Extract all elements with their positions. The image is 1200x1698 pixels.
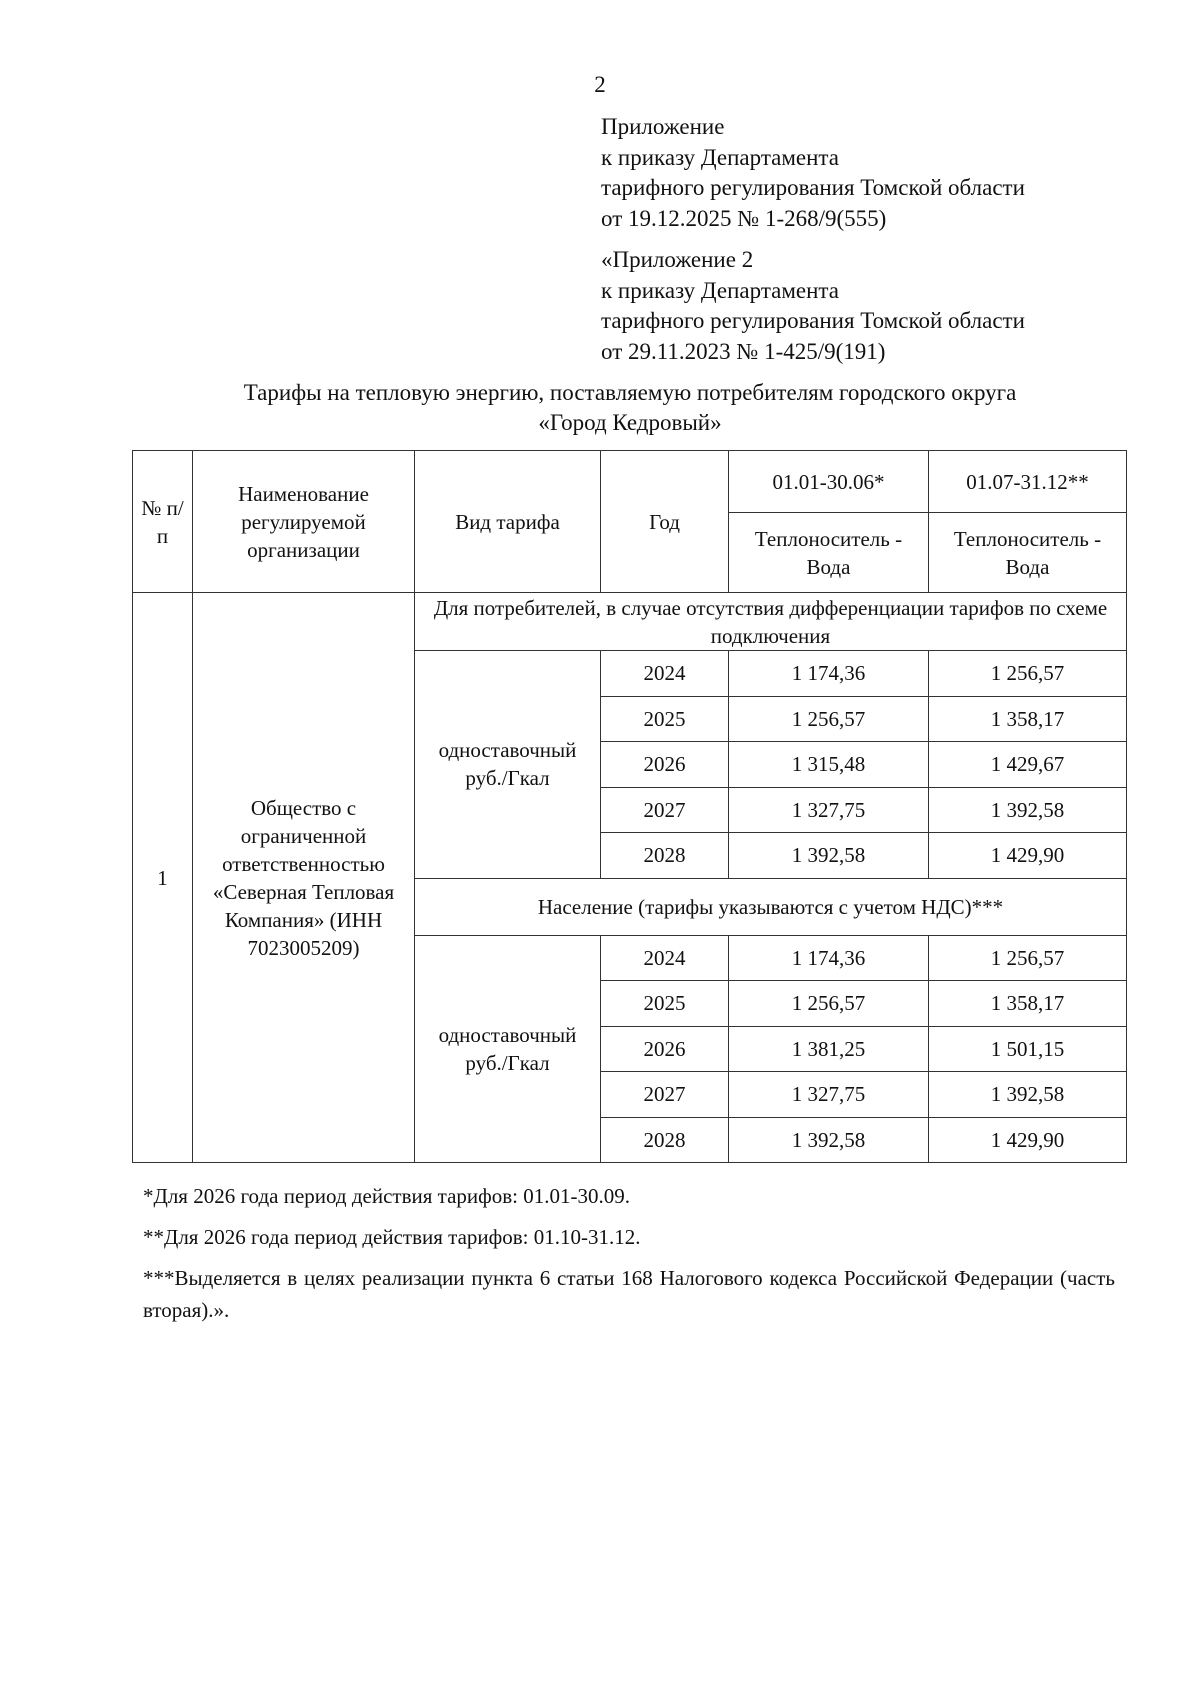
tariff-value-period-2: 1 358,17 [929, 696, 1127, 742]
year-cell: 2024 [601, 651, 729, 697]
appendix-title: «Приложение 2 [601, 247, 754, 272]
tariff-value-period-2: 1 501,15 [929, 1026, 1127, 1072]
tariff-value-period-2: 1 429,67 [929, 742, 1127, 788]
title-line: «Город Кедровый» [538, 410, 722, 435]
tariff-value-period-2: 1 256,57 [929, 651, 1127, 697]
tariff-value-period-2: 1 358,17 [929, 981, 1127, 1027]
group-caption: Население (тарифы указываются с учетом НДС)*** [415, 878, 1127, 935]
header-organization: Наименование регулируемой организации [193, 451, 415, 593]
tariff-value-period-1: 1 256,57 [729, 696, 929, 742]
tariff-value-period-1: 1 392,58 [729, 1117, 929, 1163]
year-cell: 2027 [601, 787, 729, 833]
document-title [130, 378, 1130, 438]
year-cell: 2026 [601, 1026, 729, 1072]
tariff-value-period-2: 1 429,90 [929, 833, 1127, 879]
tariff-value-period-1: 1 392,58 [729, 833, 929, 879]
footnote: *Для 2026 года период действия тарифов: 01.01-30.09. [143, 1184, 630, 1208]
group-caption: Для потребителей, в случае отсутствия дифференциации тарифов по схеме подключения [415, 593, 1127, 651]
appendix-title: Приложение [601, 114, 725, 139]
table-header-row [133, 451, 1127, 513]
header-tariff-type: Вид тарифа [415, 451, 601, 593]
header-carrier-2: Теплоноситель - Вода [929, 513, 1127, 593]
appendix-department: тарифного регулирования Томской области [601, 175, 1025, 200]
year-cell: 2026 [601, 742, 729, 788]
header-carrier-1: Теплоноситель - Вода [729, 513, 929, 593]
year-cell: 2024 [601, 935, 729, 981]
tariff-table [132, 450, 1127, 1163]
tariff-value-period-2: 1 256,57 [929, 935, 1127, 981]
year-cell: 2027 [601, 1072, 729, 1118]
title-line: Тарифы на тепловую энергию, поставляемую потребителям городского округа [243, 380, 1017, 405]
appendix-header-original [601, 245, 1025, 367]
organization-name: Общество с ограниченной ответственностью «Северная Тепловая Компания» (ИНН 7023005209) [193, 593, 415, 1163]
tariff-value-period-2: 1 429,90 [929, 1117, 1127, 1163]
page-number: 2 [594, 72, 606, 97]
tariff-value-period-1: 1 256,57 [729, 981, 929, 1027]
appendix-order-date: от 19.12.2025 № 1-268/9(555) [601, 205, 887, 231]
appendix-order-ref: к приказу Департамента [601, 144, 839, 170]
year-cell: 2025 [601, 696, 729, 742]
tariff-value-period-1: 1 327,75 [729, 1072, 929, 1118]
tariff-value-period-1: 1 327,75 [729, 787, 929, 833]
header-num: № п/п [133, 451, 193, 593]
appendix-department: тарифного регулирования Томской области [601, 308, 1025, 333]
row-number: 1 [133, 593, 193, 1163]
tariff-value-period-1: 1 174,36 [729, 651, 929, 697]
footnotes [143, 1180, 1115, 1335]
table-group-caption-row [133, 593, 1127, 651]
header-year: Год [601, 451, 729, 593]
header-period-2: 01.07-31.12** [929, 451, 1127, 513]
header-period-1: 01.01-30.06* [729, 451, 929, 513]
appendix-order-date: от 29.11.2023 № 1-425/9(191) [601, 338, 886, 364]
year-cell: 2025 [601, 981, 729, 1027]
tariff-value-period-2: 1 392,58 [929, 1072, 1127, 1118]
appendix-header-current [601, 112, 1025, 234]
year-cell: 2028 [601, 1117, 729, 1163]
tariff-value-period-1: 1 381,25 [729, 1026, 929, 1072]
tariff-value-period-2: 1 392,58 [929, 787, 1127, 833]
tariff-value-period-1: 1 174,36 [729, 935, 929, 981]
tariff-type: одноставочный руб./Гкал [415, 651, 601, 879]
year-cell: 2028 [601, 833, 729, 879]
tariff-value-period-1: 1 315,48 [729, 742, 929, 788]
footnote: **Для 2026 года период действия тарифов: 01.10-31.12. [143, 1225, 641, 1249]
appendix-order-ref: к приказу Департамента [601, 277, 839, 303]
footnote: ***Выделяется в целях реализации пункта 6 статьи 168 Налогового кодекса Российской Федерации (часть вторая).». [143, 1266, 1115, 1322]
tariff-type: одноставочный руб./Гкал [415, 935, 601, 1163]
